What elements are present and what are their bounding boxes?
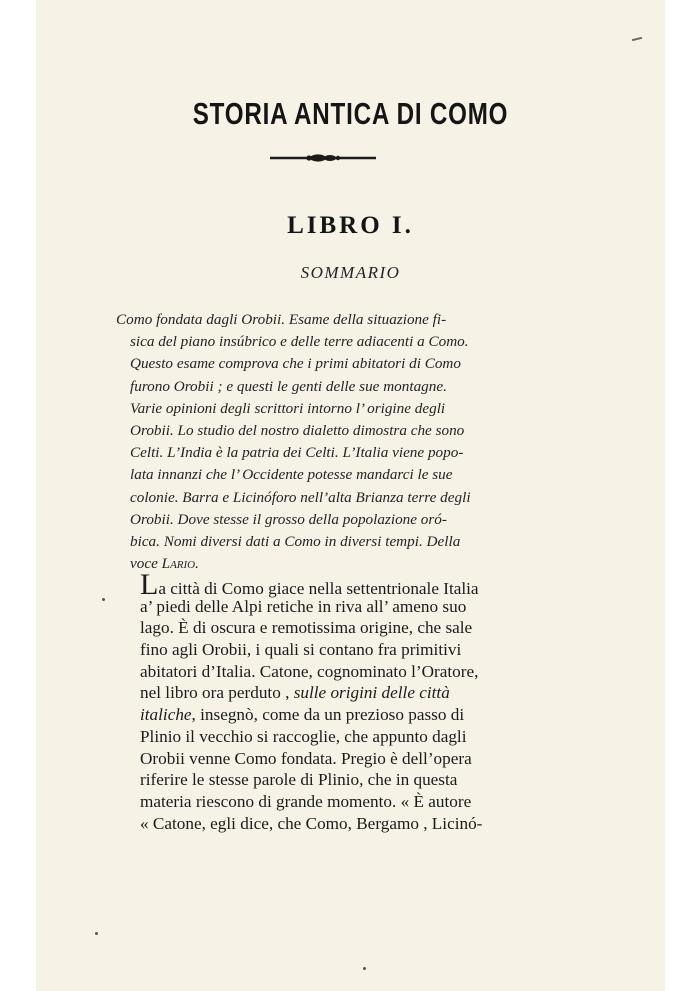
body-line: abitatori d’Italia. Catone, cognominato l’Oratore, [140, 661, 479, 681]
summary-line: lata innanzi che l’ Occidente potesse mandarci le sue [130, 466, 453, 484]
body-line-text: a città di Como giace nella settentrionale Italia [158, 579, 479, 598]
summary-line: Varie opinioni degli scrittori intorno l’ origine degli [130, 399, 446, 417]
book-page [36, 0, 665, 991]
summary-line: furono Orobii ; e questi le genti delle sue montagne. [130, 377, 447, 395]
summary-line: colonie. Barra e Licinóforo nell’alta Brianza terre degli [130, 488, 471, 506]
body-line: riferire le stesse parole di Plinio, che in questa [140, 770, 458, 790]
summary-line: Como fondata dagli Orobii. Esame della situazione fi- [116, 311, 447, 328]
summary-line [116, 553, 586, 575]
summary-line: Orobii. Lo studio del nostro dialetto dimostra che sono [130, 421, 465, 439]
summary-last-word: Lario. [161, 555, 199, 573]
body-line-text: , insegnò, come da un prezioso passo di [191, 705, 465, 725]
italic-word: italiche [140, 705, 192, 725]
page-margin [665, 0, 700, 991]
body-line: a’ piedi delle Alpi retiche in riva all’ ameno suo [140, 596, 467, 616]
body-line: « Catone, egli dice, che Como, Bergamo , Licinó- [140, 813, 483, 833]
summary-line-text: voce [130, 555, 158, 573]
ink-mark [632, 37, 642, 41]
page-title: STORIA ANTICA DI COMO [192, 96, 509, 131]
ornament-divider-icon [268, 153, 378, 163]
body-line: fino agli Orobii, i quali si contano fra primitivi [140, 640, 462, 660]
body-line [140, 682, 580, 704]
body-text [140, 568, 580, 834]
summary-block [116, 309, 586, 575]
italic-phrase: sulle origini delle città [293, 683, 450, 703]
body-line: Plinio il vecchio si raccoglie, che appunto dagli [140, 726, 467, 746]
paper-speck [95, 932, 98, 935]
summary-line: Questo esame comprova che i primi abitatori di Como [130, 355, 461, 373]
summary-line: bica. Nomi diversi dati a Como in diversi tempi. Della [130, 532, 461, 550]
paper-speck [102, 598, 105, 601]
book-heading: LIBRO I. [287, 212, 414, 239]
paper-speck [363, 967, 366, 970]
body-line: Orobii venne Como fondata. Pregio è dell’opera [140, 748, 472, 768]
drop-cap: L [140, 568, 159, 601]
body-line [140, 568, 580, 601]
body-line: lago. È di oscura e remotissima origine, che sale [140, 618, 473, 638]
body-line [140, 704, 580, 726]
summary-heading: SOMMARIO [300, 263, 401, 282]
summary-line: sica del piano insúbrico e delle terre adiacenti a Como. [130, 333, 469, 351]
body-line: materia riescono di grande momento. « È autore [140, 791, 472, 811]
summary-line: Orobii. Dove stesse il grosso della popolazione oró- [130, 510, 447, 528]
body-line-text: nel libro ora perduto , [140, 683, 290, 703]
summary-line: Celti. L’India è la patria dei Celti. L’Italia viene popo- [130, 444, 464, 462]
